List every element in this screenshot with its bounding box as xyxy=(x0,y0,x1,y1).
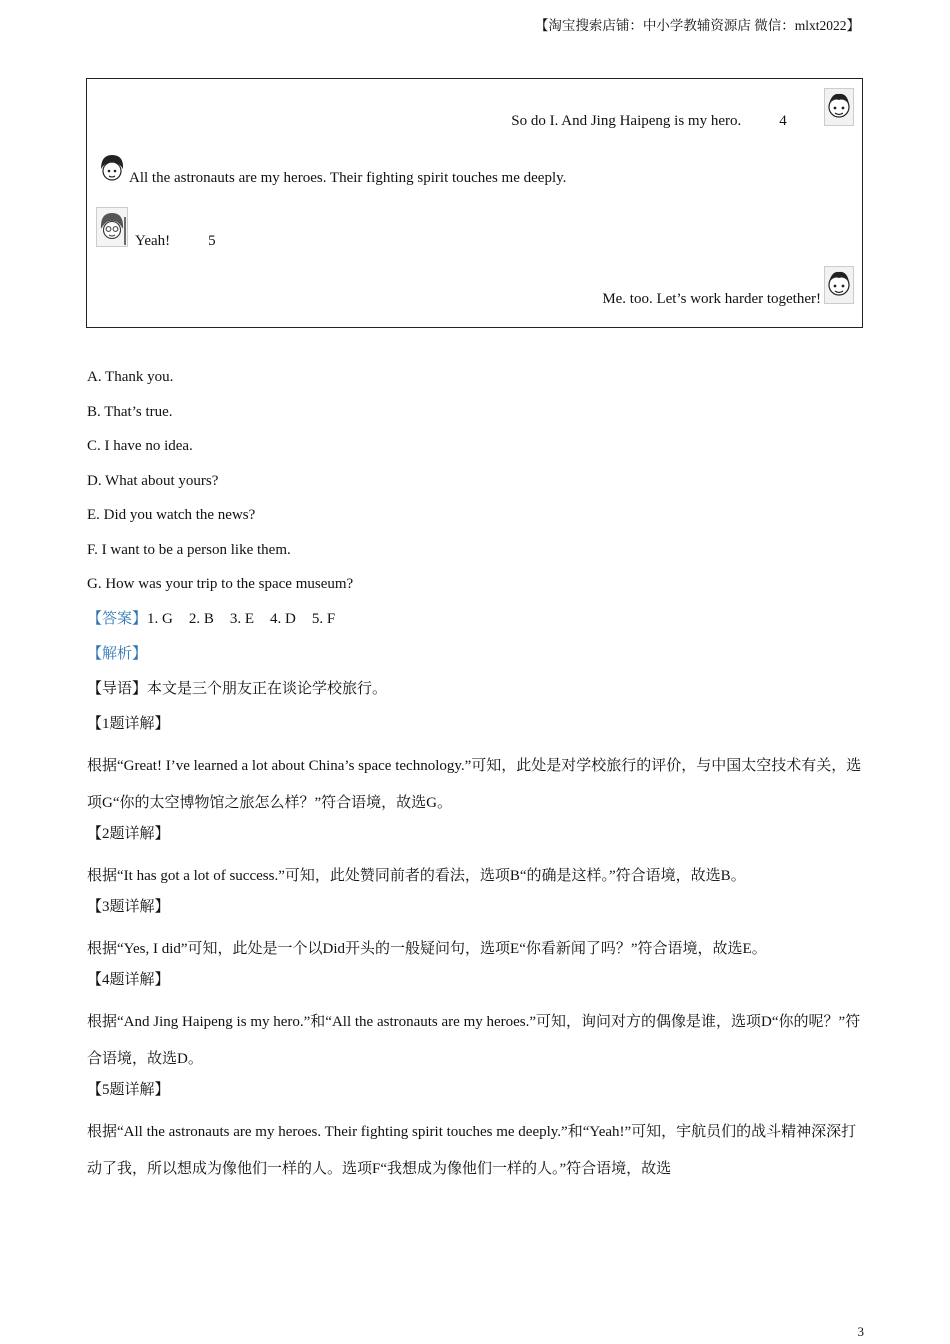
boy-avatar-icon xyxy=(824,88,854,126)
analysis-label: 【解析】 xyxy=(87,645,148,662)
option-f: F. I want to be a person like them. xyxy=(87,541,291,558)
q1-title: 【1题详解】 xyxy=(87,715,170,732)
option-e: E. Did you watch the news? xyxy=(87,507,256,523)
answer-item: 3. E xyxy=(229,610,255,627)
q3-title: 【3题详解】 xyxy=(87,898,170,915)
boy-avatar-icon-2 xyxy=(824,266,854,304)
q3-text: 根据“Yes, I did”可知，此处是一个以Did开头的一般疑问句，选项E“你看新闻了吗？”符合语境，故选E。 xyxy=(87,940,767,957)
blank-5: 5 xyxy=(208,233,216,249)
answer-item: 5. F xyxy=(311,610,336,627)
dialog-line-b: Me. too. Let’s work harder together! xyxy=(602,291,821,307)
page-header-note: 【淘宝搜索店铺：中小学教辅资源店 微信：mlxt2022】 xyxy=(534,18,860,33)
guide-text: 【导语】本文是三个朋友正在谈论学校旅行。 xyxy=(87,680,388,697)
option-b: B. That’s true. xyxy=(87,403,173,420)
answer-label: 【答案】 xyxy=(87,610,148,627)
dialog-line-a: All the astronauts are my heroes. Their fighting spirit touches me deeply. xyxy=(129,170,567,186)
glasses-girl-avatar-icon xyxy=(96,207,128,247)
dialog-line-5-text: Yeah! xyxy=(135,233,174,249)
q4-title: 【4题详解】 xyxy=(87,971,170,988)
dialog-line-4-text: So do I. And Jing Haipeng is my hero. xyxy=(511,113,745,129)
option-c: C. I have no idea. xyxy=(87,438,193,454)
q4-text: 根据“And Jing Haipeng is my hero.”和“All the astronauts are my heroes.”可知，询问对方的偶像是谁，选项D“你的呢？”符合语境，故选D。 xyxy=(87,1013,861,1067)
q2-title: 【2题详解】 xyxy=(87,825,170,842)
page-number: 3 xyxy=(857,1324,864,1339)
option-g: G. How was your trip to the space museum? xyxy=(87,576,354,592)
dialog-box xyxy=(86,78,863,328)
dialog-line-4 xyxy=(511,113,821,130)
q1-text: 根据“Great! I’ve learned a lot about China’s space technology.”可知，此处是对学校旅行的评价，与中国太空技术有关，选项G“你的太空博物馆之旅怎么样？”符合语境，故选G。 xyxy=(87,757,862,811)
answer-row xyxy=(87,608,867,643)
q2-text: 根据“It has got a lot of success.”可知，此处赞同前者的看法，选项B“的确是这样。”符合语境，故选B。 xyxy=(87,867,746,884)
option-a: A. Thank you. xyxy=(87,369,174,385)
content xyxy=(87,366,867,1189)
dialog-line-5 xyxy=(135,233,250,250)
option-d: D. What about yours? xyxy=(87,472,219,489)
girl-avatar-icon xyxy=(97,151,127,189)
blank-4: 4 xyxy=(779,113,787,129)
answer-item: 4. D xyxy=(270,610,296,627)
answer-item: 1. G xyxy=(147,610,173,627)
answer-item: 2. B xyxy=(188,610,214,627)
q5-title: 【5题详解】 xyxy=(87,1081,170,1098)
q5-text: 根据“All the astronauts are my heroes. Their fighting spirit touches me deeply.”和“Yeah!”可知，宇航员们的战斗精神深深打动了我，所以想成为像他们一样的人。选项F“我想成为像他们一样的人。”符合语境，故选 xyxy=(87,1123,857,1177)
